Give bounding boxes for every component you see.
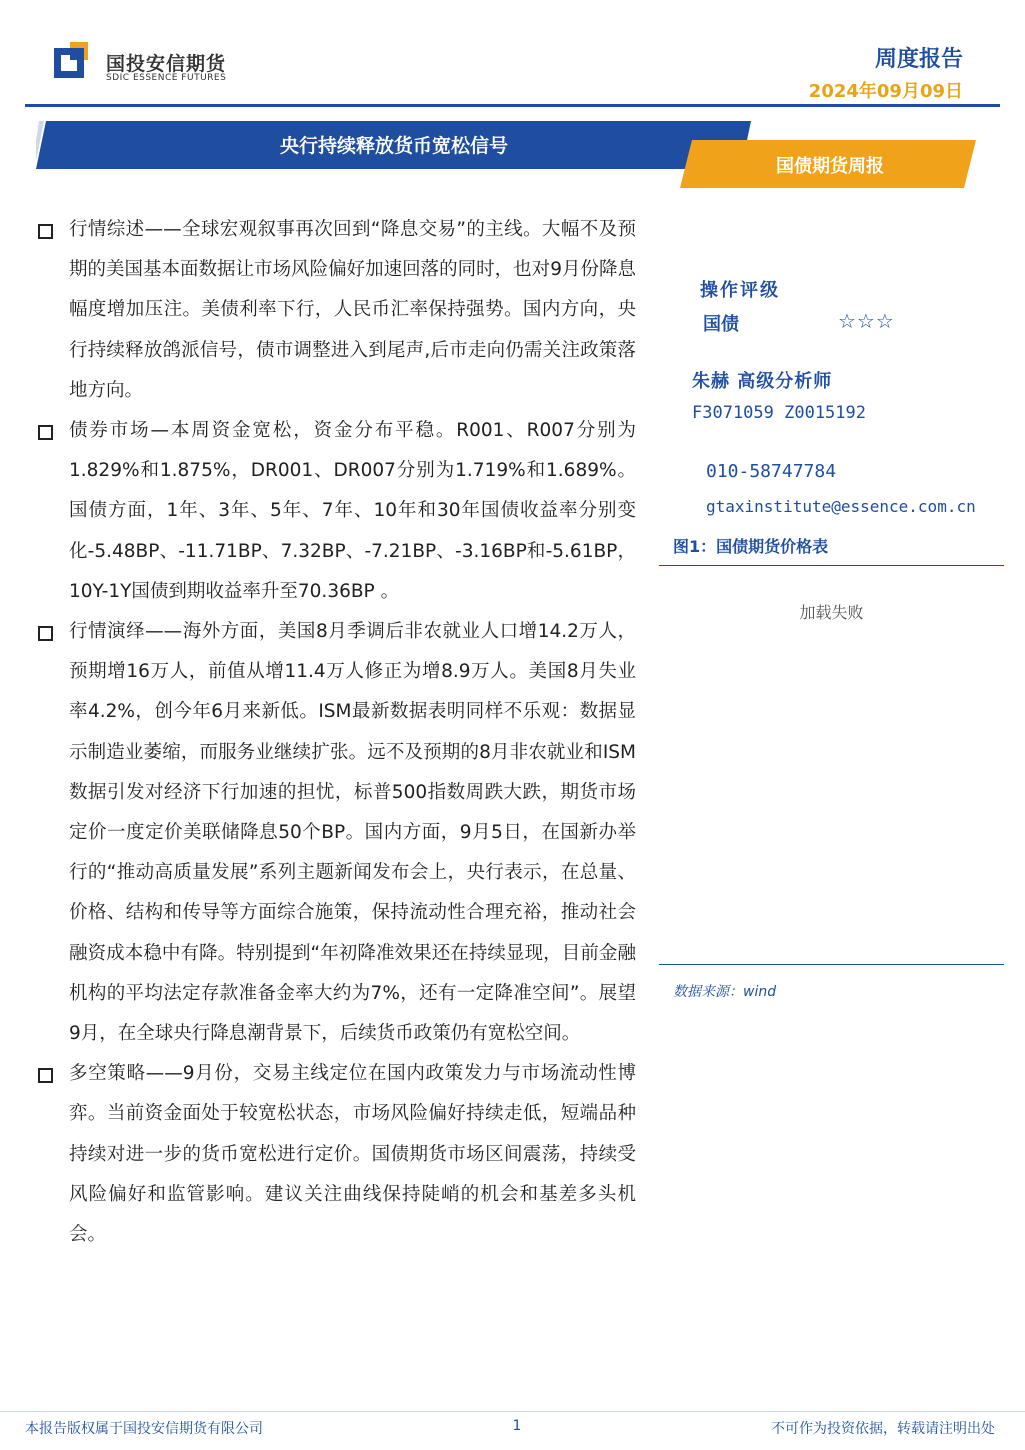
header-divider — [25, 104, 1000, 107]
analyst-email-link[interactable]: gtaxinstitute@essence.com.cn — [706, 497, 976, 516]
figure-bottom-rule — [659, 964, 1004, 965]
report-type: 周度报告 — [874, 47, 963, 72]
footer-disclaimer: 不可作为投资依据，转载请注明出处 — [771, 1421, 995, 1437]
report-series-title: 国债期货周报 — [776, 156, 884, 177]
report-title: 央行持续释放货币宽松信号 — [279, 135, 508, 157]
analyst-phone: 010-58747784 — [706, 461, 837, 482]
rating-stars-icon: ☆☆☆ — [838, 309, 895, 333]
analyst-name: 朱赫 高级分析师 — [692, 371, 833, 392]
paragraph: 行情演绎——海外方面，美国8月季调后非农就业人口增14.2万人，预期增16万人，前值从增11.4万人修正为增8.9万人。美国8月失业率4.2%，创今年6月来新低。ISM最新数据表明同样不乐观：数据显示制造业萎缩，而服务业继续扩张。远不及预期的8月非农就业和ISM数据引发对经济下行加速的担忧，标普500指数周跌大跌，期货市场定价一度定价美联储降息50个BP。国内方面，9月5日，在国新办举行的“推动高质量发展”系列主题新闻发布会上，央行表示，在总量、价格、结构和传导等方面综合施策，保持流动性合理充裕，推动社会融资成本稳中有降。特别提到“年初降准效果还在持续显现，目前金融机构的平均法定存款准备金率大约为7%，还有一定降准空间”。展望9月，在全球央行降息潮背景下，后续货币政策仍有宽松空间。 — [69, 621, 636, 1045]
section-strategy — [36, 1054, 636, 1255]
paragraph: 多空策略——9月份，交易主线定位在国内政策发力与市场流动性博弈。当前资金面处于较宽松状态，市场风险偏好持续走低，短端品种持续对进一步的货币宽松进行定价。国债期货市场区间震荡，持续受风险偏好和监管影响。建议关注曲线保持陡峭的机会和基差多头机会。 — [69, 1063, 636, 1246]
paragraph: 债券市场—本周资金宽松，资金分布平稳。R001、R007分别为1.829%和1.875%，DR001、DR007分别为1.719%和1.689%。国债方面，1年、3年、5年、7年、10年和30年国债收益率分别变化-5.48BP、-11.71BP、7.32BP、-7.21BP、-3.16BP和-5.61BP，10Y-1Y国债到期收益率升至70.36BP 。 — [69, 420, 636, 602]
bullet-square-icon — [38, 224, 53, 239]
company-logo-text: 国投安信期货 — [106, 53, 227, 75]
figure-load-failed-text: 加载失败 — [799, 603, 864, 622]
page-number: 1 — [512, 1418, 522, 1434]
bullet-square-icon — [38, 626, 53, 641]
paragraph: 行情综述——全球宏观叙事再次回到“降息交易”的主线。大幅不及预期的美国基本面数据让市场风险偏好加速回落的同时，也对9月份降息幅度增加压注。美债利率下行，人民币汇率保持强势。国内方向，央行持续释放鸽派信号，债市调整进入到尾声,后市走向仍需关注政策落地方向。 — [69, 219, 636, 401]
figure-top-rule — [659, 565, 1004, 566]
main-body — [36, 210, 636, 1255]
rating-heading: 操作评级 — [700, 280, 780, 301]
bullet-square-icon — [38, 425, 53, 440]
analyst-license-ids: F3071059 Z0015192 — [692, 403, 866, 423]
rating-label: 国债 — [703, 314, 739, 335]
section-bond-market — [36, 411, 636, 612]
footer-copyright: 本报告版权属于国投安信期货有限公司 — [25, 1421, 263, 1437]
logo-icon — [54, 42, 98, 82]
company-logo-english: SDIC ESSENCE FUTURES — [106, 73, 227, 83]
section-market-overview — [36, 210, 636, 411]
figure-source: 数据来源：wind — [673, 984, 777, 1000]
bullet-square-icon — [38, 1068, 53, 1083]
report-date: 2024年09月09日 — [808, 81, 963, 102]
section-market-review — [36, 612, 636, 1054]
figure-caption: 图1：国债期货价格表 — [673, 537, 829, 556]
footer-divider — [0, 1411, 1025, 1412]
